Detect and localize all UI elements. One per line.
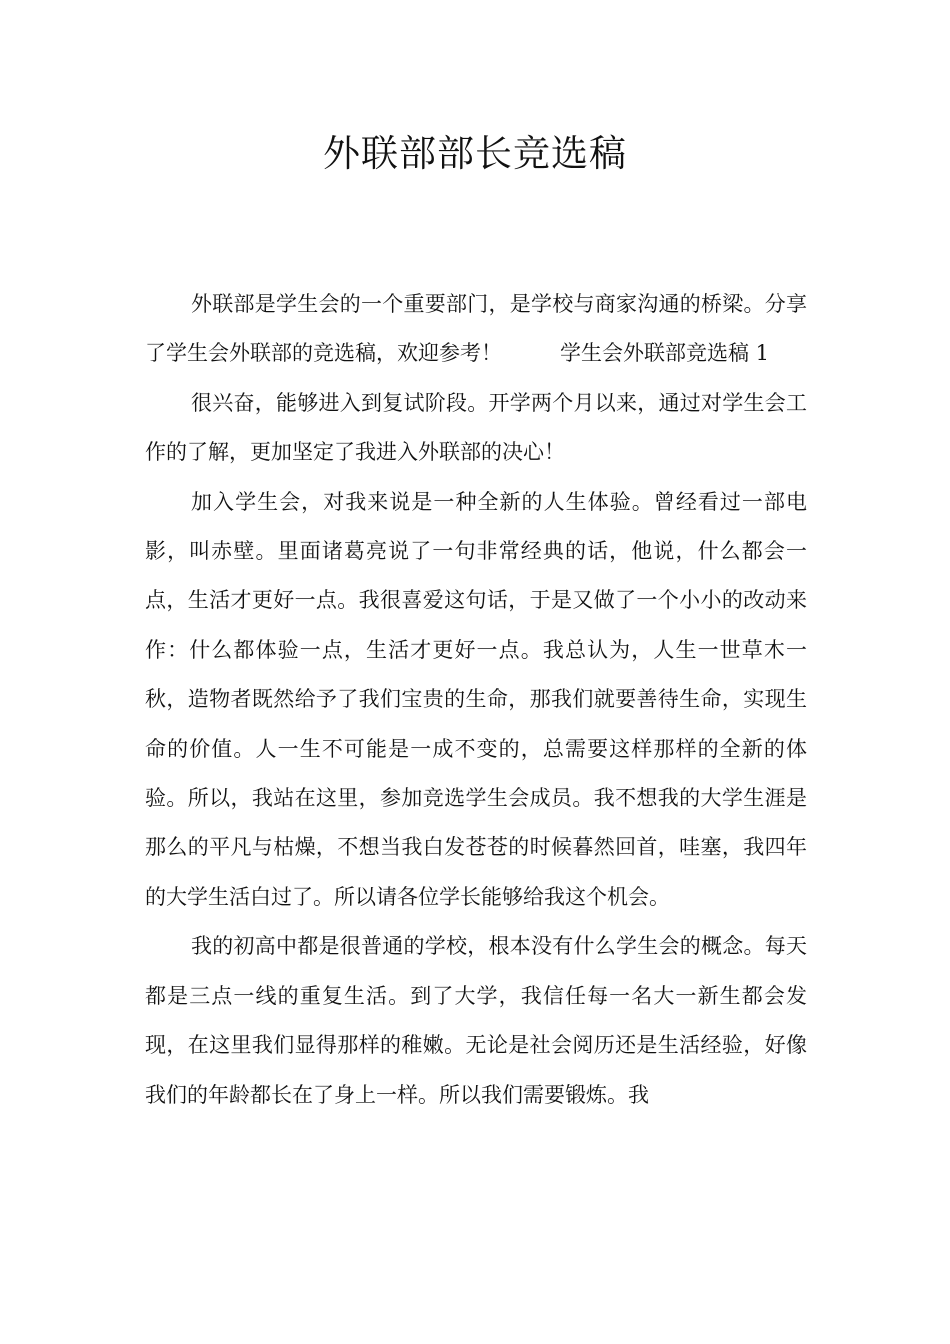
paragraph-intro [145,280,807,379]
paragraph: 很兴奋，能够进入到复试阶段。开学两个月以来，通过对学生会工作的了解，更加坚定了我进入外联部的决心！ [145,390,807,465]
document-title: 外联部部长竞选稿 [323,132,627,175]
paragraph-intro-text: 外联部是学生会的一个重要部门，是学校与商家沟通的桥梁。分享了学生会外联部的竞选稿，欢迎参考！ [145,292,807,366]
section-heading: 学生会外联部竞选稿 1 [560,341,770,366]
paragraph: 加入学生会，对我来说是一种全新的人生体验。曾经看过一部电影，叫赤壁。里面诸葛亮说了一句非常经典的话，他说，什么都会一点，生活才更好一点。我很喜爱这句话，于是又做了一个小小的改动来作：什么都体验一点，生活才更好一点。我总认为，人生一世草木一秋，造物者既然给予了我们宝贵的生命，那我们就要善待生命，实现生命的价值。人一生不可能是一成不变的，总需要这样那样的全新的体验。所以，我站在这里，参加竞选学生会成员。我不想我的大学生涯是那么的平凡与枯燥，不想当我白发苍苍的时候暮然回首，哇塞，我四年的大学生活白过了。所以请各位学长能够给我这个机会。 [145,489,807,909]
document-body [145,280,807,1120]
paragraph: 我的初高中都是很普通的学校，根本没有什么学生会的概念。每天都是三点一线的重复生活。到了大学，我信任每一名大一新生都会发现，在这里我们显得那样的稚嫩。无论是社会阅历还是生活经验，好像我们的年龄都长在了身上一样。所以我们需要锻炼。我 [145,934,807,1107]
